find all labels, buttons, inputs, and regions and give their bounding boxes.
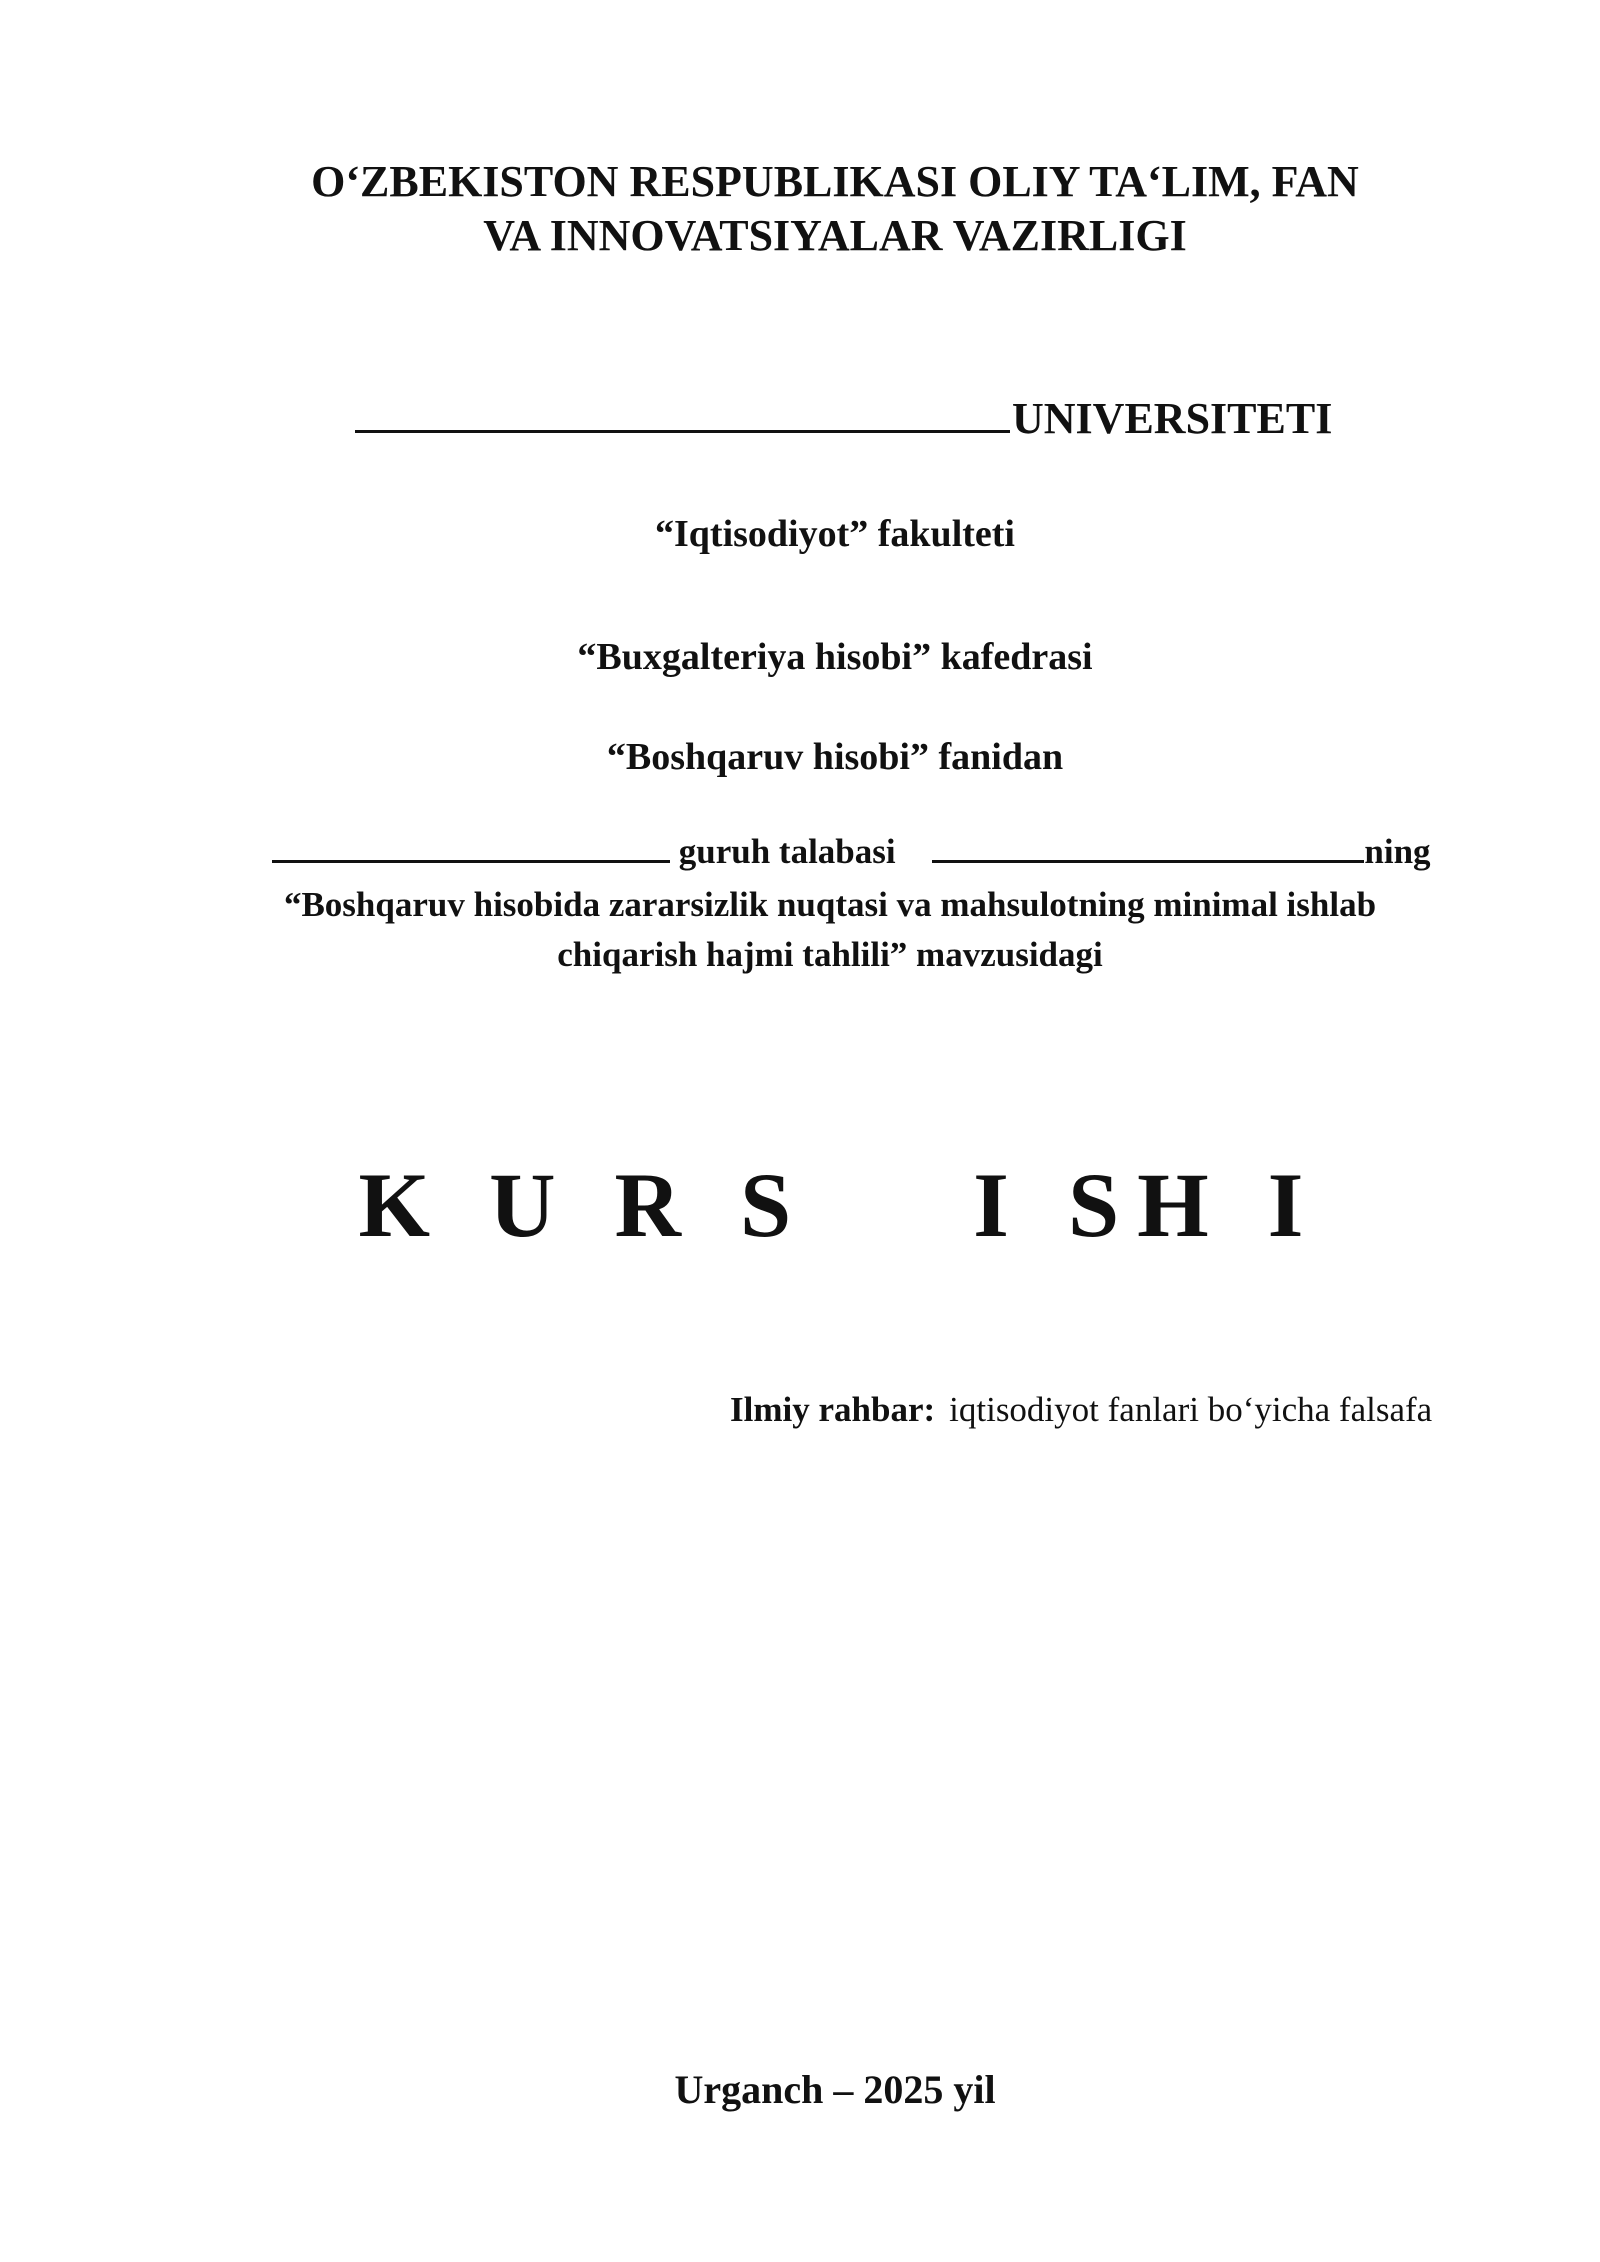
ministry-line-1: O‘ZBEKISTON RESPUBLIKASI OLIY TA‘LIM, FAN — [311, 157, 1359, 206]
group-blank — [272, 830, 670, 863]
department-line: “Buxgalteriya hisobi” kafedrasi — [577, 636, 1093, 678]
ministry-line-2: VA INNOVATSIYALAR VAZIRLIGI — [483, 211, 1187, 260]
university-line — [355, 390, 1332, 446]
place-year-footer: Urganch – 2025 yil — [674, 2067, 996, 2112]
student-name-suffix: ning — [1364, 832, 1431, 871]
group-text: guruh talabasi — [678, 832, 896, 871]
document-title: K U R S I SH I — [358, 1154, 1322, 1256]
topic-line-1: “Boshqaruv hisobida zararsizlik nuqtasi va mahsulotning minimal ishlab — [283, 885, 1377, 924]
subject-line: “Boshqaruv hisobi” fanidan — [606, 736, 1064, 778]
supervisor-label: Ilmiy rahbar: — [730, 1390, 936, 1429]
faculty-line: “Iqtisodiyot” fakulteti — [655, 513, 1015, 555]
supervisor-role: iqtisodiyot fanlari bo‘yicha falsafa — [949, 1390, 1433, 1429]
university-suffix: UNIVERSITETI — [1012, 394, 1333, 443]
student-line — [272, 830, 1431, 874]
topic-line-2: chiqarish hajmi tahlili” mavzusidagi — [557, 935, 1103, 974]
ministry-heading — [0, 155, 1600, 263]
student-name-blank — [932, 830, 1364, 863]
university-name-blank — [355, 390, 1010, 433]
topic-block — [0, 880, 1600, 980]
supervisor-line — [730, 1388, 1432, 1432]
